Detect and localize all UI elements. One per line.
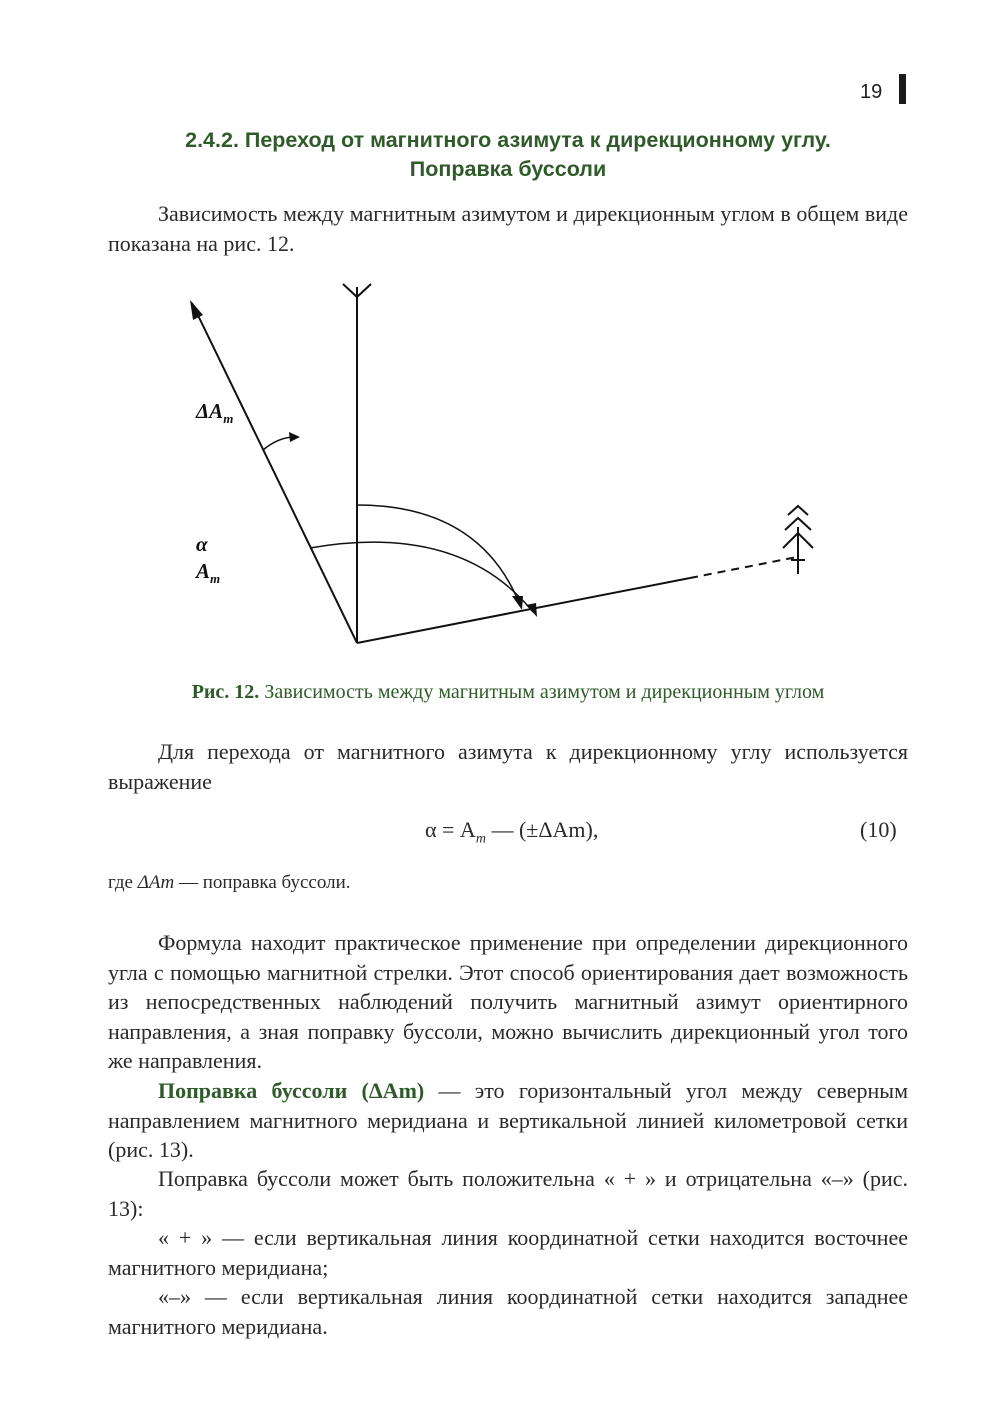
heading-line-1: 2.4.2. Переход от магнитного азимута к дирекционному углу. — [185, 128, 831, 152]
delta-am-arrow-head — [289, 432, 300, 442]
paragraph-7: «–» — если вертикальная линия координатной сетки находится западнее магнитного меридиана. — [108, 1284, 908, 1339]
grid-north-tip-right — [357, 284, 371, 297]
direction-line — [357, 578, 690, 643]
direction-dashed-line — [690, 557, 797, 578]
intro-text: Зависимость между магнитным азимутом и дирекционным углом в общем виде показана на рис. 12. — [108, 201, 908, 256]
magnetic-meridian-line — [192, 303, 357, 643]
page-number: 19 — [860, 81, 883, 103]
heading-line-2: Поправка буссоли — [409, 157, 607, 181]
alpha-arc — [357, 505, 520, 605]
figure-caption — [108, 678, 908, 706]
page-marker-bar — [899, 74, 906, 104]
term-bussol-correction: Поправка буссоли (ΔAm) — [158, 1078, 425, 1103]
formula-10: $\alpha = A_m$ — (±ΔAm), — [425, 817, 599, 847]
where-line: где ΔAm — поправка буссоли. — [108, 872, 351, 893]
landmark-branch-3 — [788, 506, 808, 515]
paragraph-6: « + » — если вертикальная линия координатной сетки находится восточнее магнитного меридиана; — [108, 1225, 908, 1280]
paragraph-4: Поправка буссоли (ΔAm) — это горизонтальный угол между северным направлением магнитного меридиана и вертикальной линией километровой сетки (рис. 13). — [108, 1078, 908, 1163]
intro-paragraph — [108, 199, 908, 258]
formula-number: (10) — [860, 817, 897, 842]
section-heading — [108, 126, 908, 184]
delta-am-label: $\Delta A_m$ — [196, 399, 234, 427]
paragraph-2: Для перехода от магнитного азимута к дирекционному углу используется выражение — [108, 739, 908, 794]
figure-12-diagram — [0, 270, 1000, 670]
alpha-label: α — [196, 532, 208, 556]
caption-text: Зависимость между магнитным азимутом и дирекционным углом — [264, 681, 825, 703]
am-arc — [310, 542, 533, 612]
caption-prefix: Рис. 12. — [191, 681, 260, 703]
magnetic-arrow-head — [190, 300, 203, 320]
grid-north-tip-left — [343, 284, 357, 297]
paragraph-3: Формула находит практическое применение при определении дирекционного угла с помощью магнитной стрелки. Этот способ ориентирования дает возможность из непосредственных наблюдений получить магнитный азимут ориентирного направления, а зная поправку буссоли, можно вычислить дирекционный угол того же направления. — [108, 930, 908, 1074]
am-label: $A_m$ — [196, 559, 221, 587]
paragraph-5: Поправка буссоли может быть положительна « + » и отрицательна «–» (рис. 13): — [108, 1166, 908, 1221]
